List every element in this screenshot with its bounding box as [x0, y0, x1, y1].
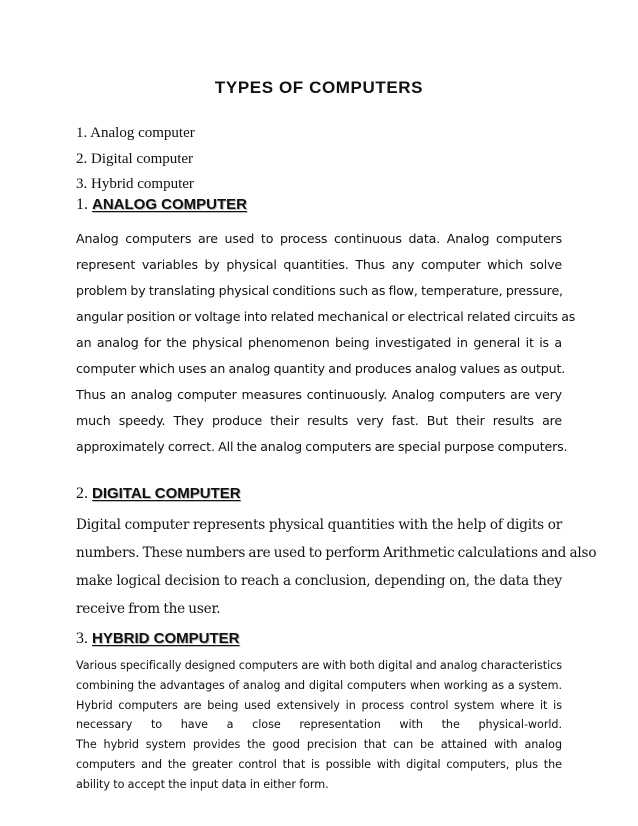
- paragraph-line: computer which uses an analog quantity and produces analog values as output.: [76, 361, 566, 376]
- paragraph-line: angular position or voltage into related mechanical or electrical related circuits as: [76, 309, 576, 324]
- paragraph-line: problem by translating physical conditions such as flow, temperature, pressure,: [76, 283, 563, 298]
- paragraph-line: The hybrid system provides the good precision that can be attained with analog: [76, 738, 562, 752]
- section-title: HYBRID COMPUTER: [92, 630, 240, 647]
- section-title: DIGITAL COMPUTER: [92, 485, 241, 502]
- paragraph-line: Digital computer represents physical quantities with the help of digits or: [76, 517, 562, 533]
- page-title: TYPES OF COMPUTERS: [214, 78, 424, 97]
- paragraph-line: Various specifically designed computers are with both digital and analog characteristics: [76, 659, 563, 672]
- analog-paragraph: [76, 226, 576, 460]
- section-number: 3.: [76, 630, 88, 647]
- paragraph-line: much speedy. They produce their results very fast. But their results are: [76, 413, 562, 428]
- paragraph-line: Hybrid computers are being used extensively in process control system where it is: [76, 698, 562, 712]
- section-number: 2.: [76, 485, 88, 502]
- paragraph-line: combining the advantages of analog and digital computers when working as a system.: [76, 678, 562, 692]
- section-heading-analog: [76, 196, 247, 214]
- paragraph-line: ability to accept the input data in either form.: [76, 777, 329, 791]
- paragraph-line: approximately correct. All the analog computers are special purpose computers.: [76, 439, 568, 454]
- list-item: 3. Hybrid computer: [76, 176, 194, 192]
- section-heading-hybrid: [76, 630, 240, 648]
- section-title: ANALOG COMPUTER: [92, 196, 247, 213]
- types-list: [76, 121, 195, 198]
- paragraph-line: receive from the user.: [76, 601, 221, 617]
- paragraph-line: Analog computers are used to process continuous data. Analog computers: [76, 231, 562, 246]
- hybrid-paragraph: [76, 656, 562, 795]
- paragraph-line: necessary to have a close representation with the physical-world.: [76, 718, 562, 732]
- paragraph-line: make logical decision to reach a conclusion, depending on, the data they: [76, 573, 562, 589]
- paragraph-line: computers and the greater control that is possible with digital computers, plus the: [76, 757, 562, 771]
- section-heading-digital: [76, 485, 241, 503]
- section-number: 1.: [76, 196, 88, 213]
- paragraph-line: numbers. These numbers are used to perform Arithmetic calculations and also: [76, 545, 597, 561]
- paragraph-line: Thus an analog computer measures continuously. Analog computers are very: [76, 387, 562, 402]
- list-item: 2. Digital computer: [76, 150, 194, 167]
- list-item: 1. Analog computer: [76, 125, 195, 141]
- paragraph-line: an analog for the physical phenomenon being investigated in general it is a: [76, 335, 562, 350]
- digital-paragraph: [76, 511, 597, 623]
- paragraph-line: represent variables by physical quantities. Thus any computer which solve: [76, 257, 562, 272]
